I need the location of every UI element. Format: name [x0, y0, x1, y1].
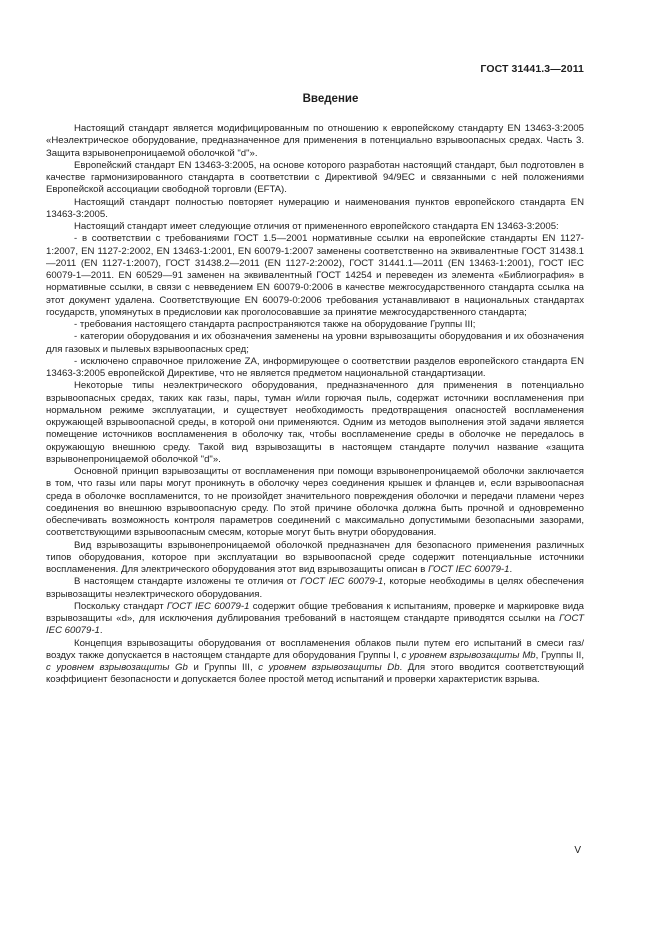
paragraph [46, 601, 584, 638]
paragraph [46, 540, 584, 577]
paragraph-text: и Группы III, [187, 662, 259, 673]
paragraph [46, 221, 584, 233]
paragraph-text: содержит общие требования к испытаниям, проверке и маркировке вида взрывозащиты «d», для исключения дублирования требований в настоящем стандарте приводятся ссылки на [46, 600, 585, 624]
paragraph [46, 123, 584, 160]
section-title: Введение [302, 93, 359, 105]
paragraph [46, 638, 584, 687]
paragraph-text: - исключено справочное приложение ZA, информирующее о соответствии разделов европейского стандарта EN 13463-3:2005 европейской Директиве, что не является предметом национальной стандартизации. [46, 355, 584, 379]
paragraph-text: - требования настоящего стандарта распространяются также на оборудование Группы III; [74, 319, 476, 330]
italic-reference: ГОСТ IEC 60079-1 [166, 600, 250, 612]
italic-reference: с уровнем взрывозащиты Db [258, 662, 400, 673]
paragraph [46, 233, 584, 319]
italic-reference: ГОСТ IEC 60079-1 [46, 613, 584, 637]
paragraph [46, 160, 584, 197]
paragraph-text: Некоторые типы неэлектрического оборудования, предназначенного для применения в потенциально взрывоопасных средах, таких как газы, пары, туман и/или горючая пыль, содержат источники воспламенения при нормальном режиме эксплуатации, и существует необходимость предотвращения опасностей воспламенения окружающей взрывоопасной среды, в которой они применяются. Одним из методов выполнения этой задачи является помещение источников воспламенения в оболочку так, чтобы воспламенение среды в оболочке не передалось в окружающую внешнюю среду. Такой вид взрывозащиты в настоящем стандарте получил название «защита взрывонепроницаемой оболочкой "d"». [46, 380, 584, 465]
paragraph-text: , Группы II, [535, 649, 584, 661]
italic-reference: с уровнем взрывозащиты Gb [46, 662, 188, 673]
italic-reference: ГОСТ IEC 60079-1 [300, 576, 384, 588]
paragraph-text: Настоящий стандарт является модифицированным по отношению к европейскому стандарту EN 13463-3:2005 «Неэлектрическое оборудование, предназначенное для применения в потенциально взрывоопасных средах. Часть 3. Защита взрывонепроницаемой оболочкой "d"». [46, 123, 584, 159]
paragraph-text: Вид взрывозащиты взрывонепроницаемой оболочкой предназначен для безопасного применения различных типов оборудования, которое при эксплуатации во взрывоопасной среде содержит потенциальные источники воспламенения. Для электрического оборудования этот вид взрывозащиты описан в [46, 539, 584, 575]
paragraph [46, 466, 584, 540]
paragraph [46, 319, 584, 331]
paragraph-text: . [509, 564, 513, 575]
paragraph-text: Основной принцип взрывозащиты от воспламенения при помощи взрывонепроницаемой оболочки заключается в том, что газы или пары могут проникнуть в оболочку через соединения крышек и фланцев и, если взрывоопасная среда в оболочке воспламенится, то не произойдет значительного повреждения оболочки и передачи пламени через соединения во внешнюю взрывоопасную среду. По этой причине оболочка должна быть прочной и одновременно обеспечивать возможность контроля параметров соединений с максимально допустимыми безопасными зазорами, соответствующими взрывоопасным смесям, которые могут быть внутри оборудования. [46, 466, 584, 539]
paragraph-text: Европейский стандарт EN 13463-3:2005, на основе которого разработан настоящий стандарт, был подготовлен в качестве гармонизированного стандарта в соответствии с Директивой 94/9EC и связанными с ней положениями Европейской ассоциации свободной торговли (EFTA). [46, 159, 584, 196]
paragraph-text: Поскольку стандарт [74, 600, 167, 612]
paragraph-text: - категории оборудования и их обозначения заменены на уровни взрывозащиты оборудования и их обозначения для газовых и пылевых взрывоопасных сред; [46, 331, 584, 355]
paragraph-text: В настоящем стандарте изложены те отличия от [74, 576, 301, 588]
paragraph [46, 356, 584, 381]
paragraph [46, 331, 584, 356]
paragraph-text: Концепция взрывозащиты оборудования от воспламенения облаков пыли путем его испытаний в смеси газ/воздух также допускается в настоящем стандарте для оборудования Группы I, [46, 637, 584, 661]
italic-reference: ГОСТ IEC 60079-1 [428, 564, 510, 575]
page-number: V [574, 845, 581, 856]
paragraph-text: Настоящий стандарт полностью повторяет нумерацию и наименования пунктов европейского стандарта EN 13463-3:2005. [46, 196, 584, 220]
paragraph-text: . [99, 625, 103, 637]
paragraph [46, 197, 584, 222]
body-text [46, 123, 584, 687]
italic-reference: с уровнем взрывозащиты Mb [401, 649, 536, 661]
paragraph-text: - в соответствии с требованиями ГОСТ 1.5—2001 нормативные ссылки на европейские стандарты EN 1127-1:2007, EN 1127-2:2002, EN 13463-1:2001, EN 60079-1:2007 заменены соответственно на эквивалентные ГОСТ 31438.1—2011 (EN 1127-1:2007), ГОСТ 31438.2—2011 (EN 1127-2:2002), ГОСТ 31441.1—2011 (EN 13463-1:2001), ГОСТ IEC 60079-1—2011. EN 60529—91 заменен на эквивалентный ГОСТ 14254 и переведен из элемента «Библиография» в нормативные ссылки, в связи с невведением EN 60079-0:2006 в качестве межгосударственного стандарта ссылка на этот документ удалена. Соответствующие EN 60079-0:2006 требования устанавливают в национальных стандартах государств, упомянутых в предисловии как проголосовавшие за принятие межгосударственного стандарта; [46, 233, 584, 318]
paragraph [46, 380, 584, 466]
paragraph-text: . Для этого вводится соответствующий коэффициент безопасности и допускается более простой метод испытаний и проверки характеристик взрыва. [46, 662, 584, 686]
document-code-header: ГОСТ 31441.3—2011 [480, 63, 584, 75]
paragraph-text: , которые необходимы в целях обеспечения взрывозащиты неэлектрического оборудования. [46, 576, 584, 600]
paragraph [46, 576, 584, 601]
paragraph-text: Настоящий стандарт имеет следующие отличия от примененного европейского стандарта EN 13463-3:2005: [74, 221, 559, 232]
